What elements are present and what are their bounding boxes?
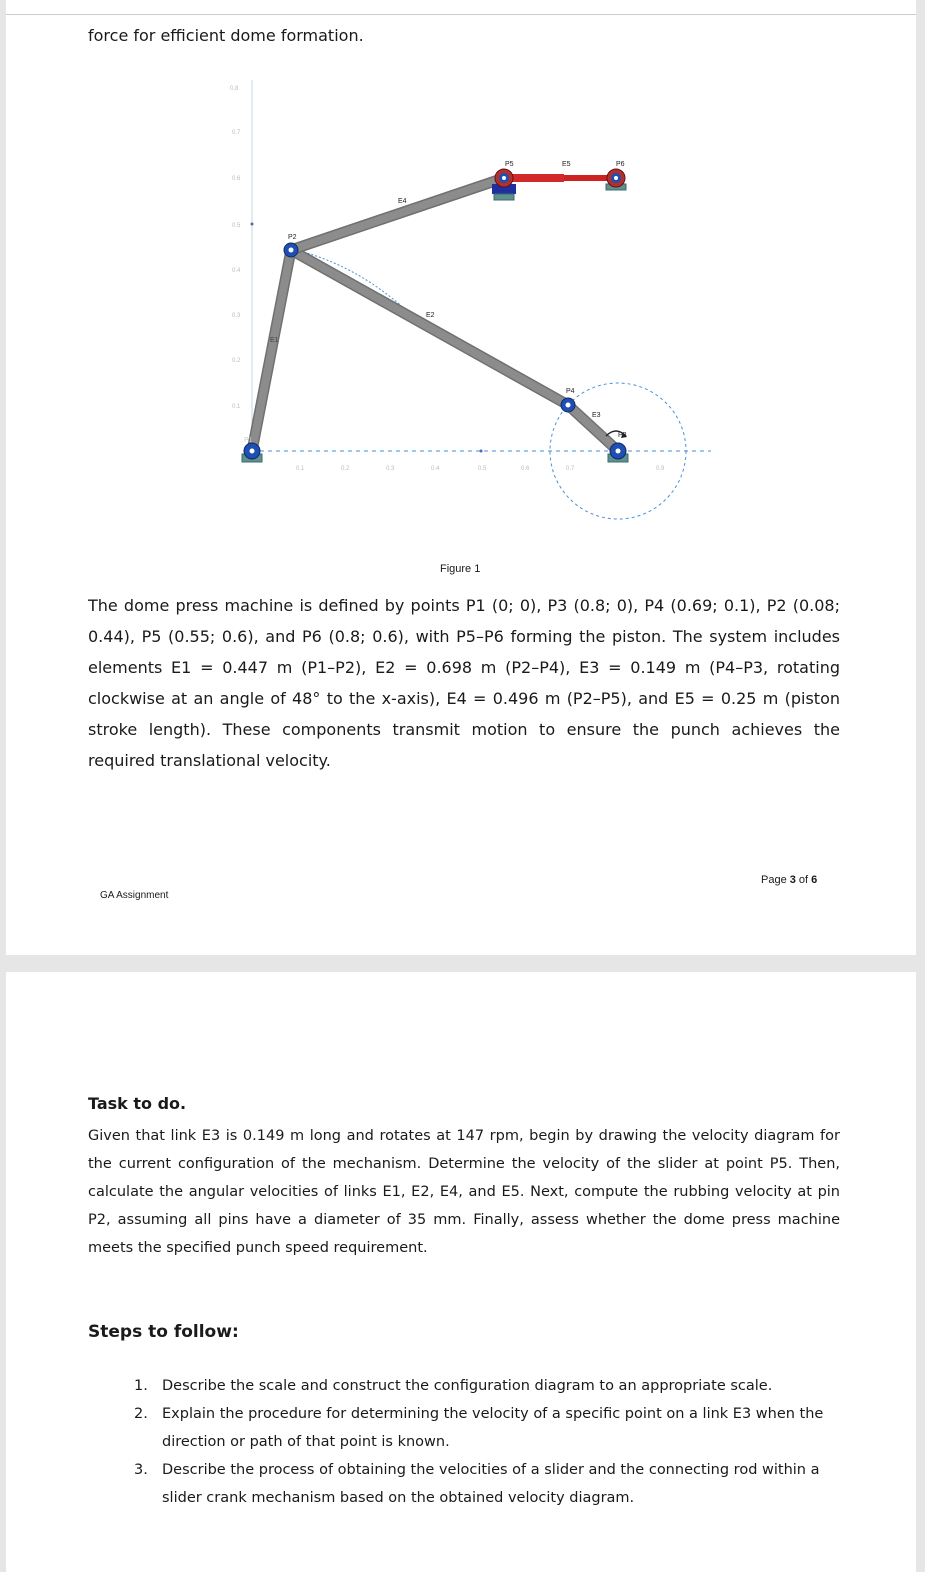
- steps-list: [134, 1372, 840, 1512]
- link-e2-fill: [291, 250, 568, 405]
- svg-text:0.7: 0.7: [566, 466, 575, 472]
- svg-text:0.8: 0.8: [230, 86, 239, 92]
- page-number: Page 3 of 6: [761, 874, 818, 886]
- svg-text:0.6: 0.6: [521, 466, 530, 472]
- svg-text:0.5: 0.5: [478, 466, 487, 472]
- label-e3: E3: [592, 412, 601, 419]
- svg-text:0.2: 0.2: [232, 358, 241, 364]
- svg-text:0.3: 0.3: [386, 466, 395, 472]
- footer-title: GA Assignment: [100, 890, 169, 901]
- label-p2: P2: [288, 234, 297, 241]
- document-page-4: [6, 972, 916, 1572]
- svg-text:0.1: 0.1: [296, 466, 305, 472]
- svg-text:0.7: 0.7: [232, 130, 241, 136]
- svg-text:0.3: 0.3: [232, 313, 241, 319]
- list-item: 2. Explain the procedure for determining the velocity of a specific point on a link E3 when the direction or path of that point is known.: [134, 1406, 824, 1450]
- label-e2: E2: [426, 312, 435, 319]
- page-top-rule: [6, 14, 916, 15]
- label-p1: P1: [244, 437, 253, 444]
- svg-text:0.1: 0.1: [232, 404, 241, 410]
- label-p3: P3: [618, 432, 627, 439]
- label-e4: E4: [398, 198, 407, 205]
- document-page-3: [6, 0, 916, 955]
- label-p6: P6: [616, 161, 625, 168]
- lead-text: force for efficient dome formation.: [88, 26, 364, 45]
- mechanism-description: The dome press machine is defined by points P1 (0; 0), P3 (0.8; 0), P4 (0.69; 0.1), P2 (0.08; 0.44), P5 (0.55; 0.6), and P6 (0.8; 0.6), with P5–P6 forming the piston. The system includes elements E1 = 0.447 m (P1–P2), E2 = 0.698 m (P2–P4), E3 = 0.149 m (P4–P3, rotating clockwise at an angle of 48° to the x-axis), E4 = 0.496 m (P2–P5), and E5 = 0.25 m (piston stroke length). These components transmit motion to ensure the punch achieves the required translational velocity.: [88, 596, 840, 770]
- figure-caption: Figure 1: [440, 563, 481, 575]
- task-heading: Task to do.: [88, 1094, 187, 1113]
- link-e1-fill: [252, 250, 291, 451]
- svg-text:0.2: 0.2: [341, 466, 350, 472]
- y-axis-marker: [251, 223, 254, 226]
- list-item: 3. Describe the process of obtaining the velocities of a slider and the connecting rod within a slider crank mechanism based on the obtained velocity diagram.: [134, 1462, 820, 1506]
- mechanism-figure: [206, 70, 726, 530]
- ground-supports: [242, 184, 628, 462]
- svg-text:0.4: 0.4: [431, 466, 440, 472]
- list-item: 1. Describe the scale and construct the configuration diagram to an appropriate scale.: [134, 1378, 773, 1394]
- label-p4: P4: [566, 388, 575, 395]
- svg-text:0.4: 0.4: [232, 268, 241, 274]
- svg-text:0.6: 0.6: [232, 176, 241, 182]
- x-axis-marker: [480, 450, 483, 453]
- label-p5: P5: [505, 161, 514, 168]
- steps-heading: Steps to follow:: [88, 1322, 239, 1342]
- label-e5: E5: [562, 161, 571, 168]
- label-e1: E1: [270, 337, 279, 344]
- link-e4-fill: [291, 178, 504, 250]
- task-description: Given that link E3 is 0.149 m long and rotates at 147 rpm, begin by drawing the velocity diagram for the current configuration of the mechanism. Determine the velocity of the slider at point P5. Then, calculate the angular velocities of links E1, E2, E4, and E5. Next, compute the rubbing velocity at pin P2, assuming all pins have a diameter of 35 mm. Finally, assess whether the dome press machine meets the specified punch speed requirement.: [88, 1128, 840, 1256]
- svg-text:0.5: 0.5: [232, 223, 241, 229]
- pins: [244, 169, 626, 459]
- svg-text:0.9: 0.9: [656, 466, 665, 472]
